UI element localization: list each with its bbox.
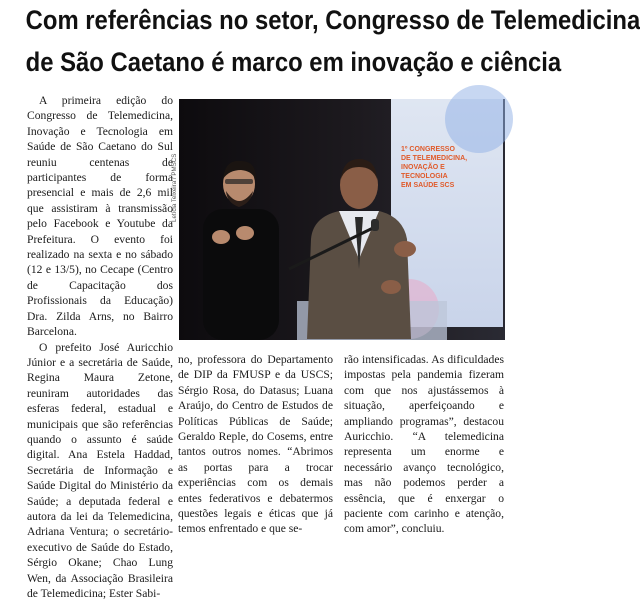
article-paragraph: rão intensificadas. As dificuldades impostas pela pandemia fizeram com que nos ajustássemos à situação, aperfeiçoando e ampliando programas”, destacou Auricchio. “A telemedicina representa um enorme e necessário avanço tecnológico, mas não podemos perder a essência, que é enxergar o paciente com carinho e atenção, com amor”, concluiu. bbox=[344, 352, 504, 537]
svg-text:DE TELEMEDICINA,: DE TELEMEDICINA, bbox=[401, 155, 467, 162]
svg-text:INOVAÇÃO E: INOVAÇÃO E bbox=[401, 162, 445, 171]
svg-text:TECNOLOGIA: TECNOLOGIA bbox=[401, 173, 448, 180]
event-photo-illustration bbox=[179, 99, 505, 340]
svg-text:EM SAÚDE SCS: EM SAÚDE SCS bbox=[401, 180, 455, 189]
article-column-3 bbox=[344, 352, 504, 537]
headline-line-2: de São Caetano é marco em inovação e ciência bbox=[26, 43, 488, 81]
event-photo bbox=[179, 99, 505, 340]
article-column-2 bbox=[178, 352, 333, 537]
article-column-1 bbox=[27, 93, 173, 601]
svg-text:1º CONGRESSO: 1º CONGRESSO bbox=[401, 146, 455, 153]
photo-credit: Letícia Teixeira / PMSCS bbox=[171, 104, 179, 224]
headline-line-1: Com referências no setor, Congresso de Telemedicina bbox=[26, 1, 488, 39]
article-paragraph: O prefeito José Auricchio Júnior e a secretária de Saúde, Regina Maura Zetone, reuniram autoridades das esferas federal, estadual e municipais que são referências quando o assunto é saúde digital. Ana Estela Haddad, Secretária de Informação e Saúde Digital do Ministério da Saúde; a deputada federal e autora da lei da Telemedicina, Adriana Ventura; o secretário-executivo de Saúde do Estado, Sérgio Okane; Chao Lung Wen, da Associação Brasileira de Telemedicina; Ester Sabi- bbox=[27, 340, 173, 601]
article-paragraph: no, professora do Departamento de DIP da FMUSP e da USCS; Sérgio Rosa, do Datasus; Luana Araújo, do Centro de Estudos de Políticas Públicas de Saúde; Geraldo Reple, do Cosems, entre tantos outros nomes. “Abrimos as portas para a trocar experiências com os demais entes federativos e debatermos questões legais e éticas que já temos enfrentado e que se- bbox=[178, 352, 333, 537]
article-paragraph: A primeira edição do Congresso de Telemedicina, Inovação e Tecnologia em Saúde de São Caetano do Sul reuniu centenas de participantes de forma presencial e mais de 2,6 mil que assistiram à transmissão pelo Facebook e Youtube da Prefeitura. O evento foi realizado na sexta e no sábado (12 e 13/5), no Cecape (Centro de Capacitação dos Profissionais da Educação) Dra. Zilda Arns, no Bairro Barcelona. bbox=[27, 93, 173, 340]
